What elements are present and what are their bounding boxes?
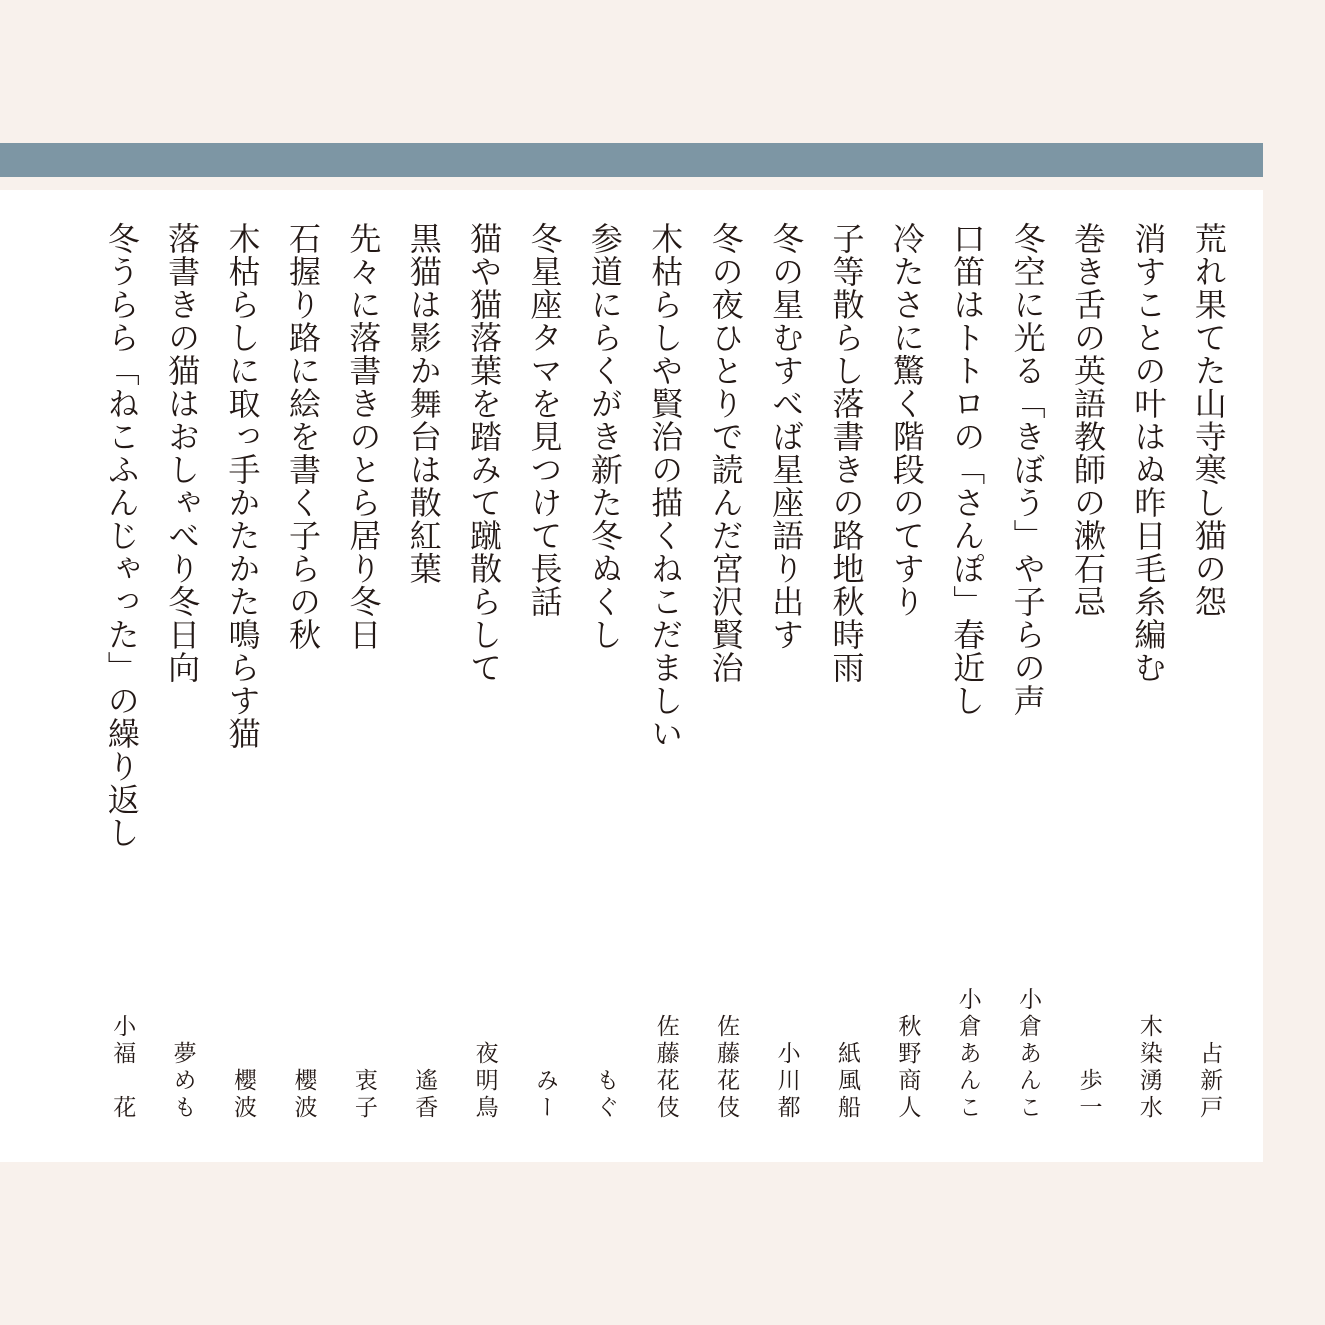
author-name: 歩一 [1075, 1068, 1102, 1122]
verse-item [1179, 222, 1239, 1122]
author-name: 小川都 [773, 1041, 800, 1122]
author-name: 櫻波 [230, 1068, 257, 1122]
poem-text: 冷たさに驚く階段のてすり [887, 222, 926, 618]
verse-list [92, 222, 1239, 1122]
poem-text: 猫や猫落葉を踏みて蹴散らして [465, 222, 504, 684]
verse-item [695, 222, 755, 1122]
poem-text: 荒れ果てた山寺寒し猫の怨 [1189, 222, 1228, 618]
poem-text: 冬星座タマを見つけて長話 [525, 222, 564, 618]
author-name: みー [532, 1068, 558, 1122]
poem-text: 子等散らし落書きの路地秋時雨 [827, 222, 866, 684]
poem-text: 口笛はトトロの「さんぽ」春近し [948, 222, 987, 717]
poem-text: 冬空に光る「きぼう」や子らの声 [1008, 222, 1047, 717]
author-name: 佐藤花伎 [652, 1014, 679, 1122]
author-name: 小倉あんこ [954, 987, 981, 1122]
verse-item [877, 222, 937, 1122]
header-bar [0, 143, 1263, 177]
verse-item [212, 222, 272, 1122]
verse-item [273, 222, 333, 1122]
author-name: 佐藤花伎 [713, 1014, 740, 1122]
author-name: 夢めも [169, 1041, 196, 1122]
verse-item [514, 222, 574, 1122]
author-name: もぐ [592, 1068, 619, 1122]
verse-item [333, 222, 393, 1122]
poem-text: 冬うらら「ねこふんじゃった」の繰り返し [102, 222, 141, 849]
author-name: 衷子 [350, 1068, 377, 1122]
verse-item [152, 222, 212, 1122]
verse-item [92, 222, 152, 1122]
verse-item [1058, 222, 1118, 1122]
verse-item [575, 222, 635, 1122]
verse-item [816, 222, 876, 1122]
poem-text: 黒猫は影か舞台は散紅葉 [404, 222, 443, 585]
poem-text: 木枯らしや賢治の描くねこだましい [646, 222, 685, 750]
poem-text: 参道にらくがき新た冬ぬくし [585, 222, 624, 651]
poem-text: 石握り路に絵を書く子らの秋 [283, 222, 322, 651]
author-name: 小福 花 [109, 1014, 136, 1122]
author-name: 秋野商人 [894, 1014, 921, 1122]
poem-text: 消すことの叶はぬ昨日毛糸編む [1129, 222, 1168, 684]
poem-text: 木枯らしに取っ手かたかた鳴らす猫 [223, 222, 262, 750]
author-name: 占新戸 [1196, 1041, 1223, 1122]
poem-text: 冬の夜ひとりで読んだ宮沢賢治 [706, 222, 745, 684]
author-name: 遙香 [411, 1068, 438, 1122]
author-name: 夜明鳥 [471, 1041, 498, 1122]
verse-item [635, 222, 695, 1122]
poem-text: 巻き舌の英語教師の漱石忌 [1069, 222, 1108, 618]
author-name: 木染湧水 [1135, 1014, 1162, 1122]
poem-text: 先々に落書きのとら居り冬日 [344, 222, 383, 651]
author-name: 小倉あんこ [1015, 987, 1042, 1122]
poem-text: 冬の星むすべば星座語り出す [767, 222, 806, 651]
verse-item [937, 222, 997, 1122]
verse-item [1118, 222, 1178, 1122]
author-name: 櫻波 [290, 1068, 317, 1122]
verse-item [454, 222, 514, 1122]
poem-text: 落書きの猫はおしゃべり冬日向 [163, 222, 202, 684]
verse-item [997, 222, 1057, 1122]
verse-item [394, 222, 454, 1122]
verse-item [756, 222, 816, 1122]
author-name: 紙風船 [833, 1041, 860, 1122]
